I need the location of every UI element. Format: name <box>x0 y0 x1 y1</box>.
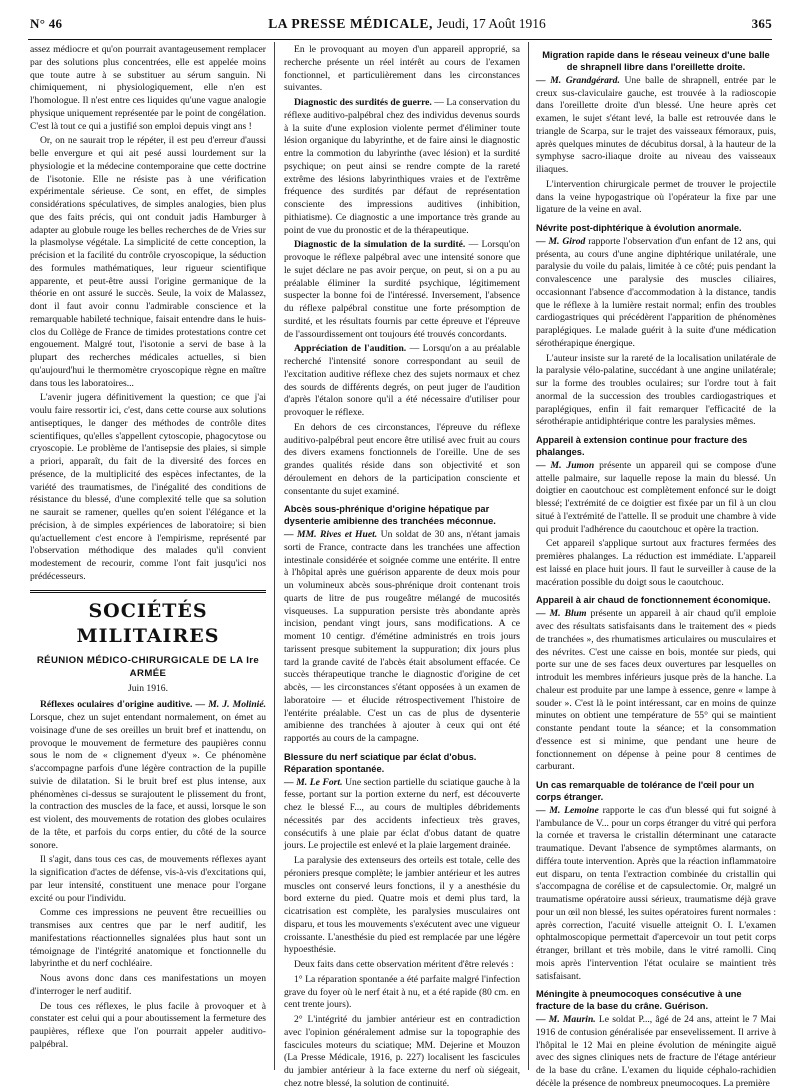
paragraph: Comme ces impressions ne peuvent être recueillies ou transmises aux centres que par le nerf auditif, les manifestations réactionnelles signalées plus haut sont un témoignage de l'intégrité anatomique et fonctionnelle du labyrinthe et du nerf cochléaire. <box>30 907 266 970</box>
article-title: Abcès sous-phrénique d'origine hépatique par dysenterie amibienne des tranchées méconnue. <box>284 504 496 527</box>
paragraph: 1° La réparation spontanée a été parfaite malgré l'infection grave du foyer où le nerf était à nu, et a été rapide (80 cm. en cent trente jours). <box>284 973 520 1011</box>
article-body: Un soldat de 30 ans, n'étant jamais sorti de France, contracte dans les tranchées une affection intestinale considérée et soignée comme une entérite. Il entre à l'hôpital après une guérison apparente de deux mois pour un volumineux abcès sous-phrénique droit contenant trois quarts de litre de pus rougeâtre mélangé de mucosités visqueuses. La suppuration persiste très abondante après incision, pendant vingt jours, sans modifications. A ce moment 10 centigr. d'émétine administrés en trois jours tarissent presque subitement la suppuration; dix jours plus tard la grande cavité de l'abcès était absolument effacée. Ce succès thérapeutique tranche le diagnostic d'origine de cet abcès, — les circonstances s'étant opposées à un examen de laboratoire — et élucide rétrospectivement l'histoire de l'entérite préalable. C'est un cas de plus de dysenterie amibienne des tranchées à ajouter à ceux qui ont été rapportés au cours de la campagne. <box>284 529 520 745</box>
column-1 <box>30 44 266 1070</box>
article-title: Appareil à extension continue pour fracture des phalanges. <box>536 435 748 458</box>
article-author: — M. Jumon <box>536 459 595 471</box>
article-body: présente un appareil à air chaud qu'il emploie avec des résultats satisfaisants dans le traitement des « pieds de tranchées », des rhumatismes articulaires ou musculaires et des névrites. C'est une caisse en bois, montée sur pieds, qui porte sur une de ses faces deux ouvertures par lesquelles on introduit les membres inférieurs jusque près de la hanche. La chaleur est produite par une lampe à essence, genre « lampe à souder ». C'est là le point intéressant, car en moins de quinze minutes on obtient une température de 55° qui se maintient constante pendant toute la séance; et la consommation d'essence est si minime, que pendant une heure de fonctionnement on dépense à peine pour 8 centimes de carburant. <box>536 608 776 773</box>
article-author: — M. Grandgérard. <box>536 74 620 86</box>
issue-number: N° 46 <box>30 16 63 31</box>
paragraph: L'avenir jugera définitivement la question; ce que j'ai voulu faire ressortir ici, c'est, dans cette course aux solutions antiseptiques, le danger des méthodes de contrôle dites scientifiques, qu'elles s'appellent cytoscopie, phagocytose ou cryoscopie. Le problème de l'antisepsie des plaies, si simple a priori, apparaît, du fait de la diversité des forces en présence, de la multiplicité des espèces infectantes, de la variété des traumatismes, de l'inégalité des conditions de résistance du blessé, d'une complexité telle que sa solution ne saurait se ramener, quelles qu'en soient l'élégance et la précision, à de simples expériences de laboratoire; si bien qu'actuellement c'est encore à l'empirisme, représenté par l'observation méthodique des malades qu'il convient modestement de recourir, comme l'ont fait jusqu'ici nos prédécesseurs. <box>30 392 266 582</box>
article-title: Méningite à pneumocoques consécutive à une fracture de la base du crâne. Guérison. <box>536 989 742 1012</box>
article-body: — Lorsqu'on a au préalable recherché l'intensité sonore correspondant au seuil de l'excitation auditive réflexe chez des sujets normaux et chez des sourds de différents degrés, on peut juger de l'audition d'après l'étalon sonore qu'il a été nécessaire d'utiliser pour provoquer le réflexe. <box>284 343 521 418</box>
column-3 <box>536 44 776 1089</box>
article-author: — M. Maurin. <box>536 1014 596 1026</box>
article-title: Névrite post-diphtérique à évolution anormale. <box>536 223 742 234</box>
article-title: Diagnostic de la simulation de la surdité. <box>294 239 466 251</box>
paragraph: En dehors de ces circonstances, l'épreuve du réflexe auditivo-palpébral peut encore être utilisé avec fruit au cours des divers examens fonctionnels de l'oreille. Une de ses grandes qualités réside dans son objectivité et son déroulement en dehors de la participation consciente et consentante du sujet examiné. <box>284 421 520 497</box>
header-rule <box>28 39 772 40</box>
issue-date: Jeudi, 17 Août 1916 <box>436 16 546 31</box>
article-body: Une section partielle du sciatique gauche à la fesse, portant sur la portion externe du nerf, est découverte chez le blessé F..., au cours de multiples débridements nécessités par des accidents infectieux très graves, consécutifs à une plaie par éclat d'obus datant de quatre jours. Le projectile est enlevé et la plaie largement drainée. <box>284 776 520 852</box>
article-body: Lorsque, chez un sujet entendant normalement, on émet au voisinage d'une de ses oreilles un bruit bref et inattendu, on provoque le mouvement de fermeture des paupières connu sous le nom de « clignement d'yeux ». Ce phénomène s'accompagne parfois d'une légère contraction de la pupille suivie de dilatation. Si le bruit bref est plus intense, aux phénomènes ci-dessus se surajoutent le plissement du front, la contraction des muscles de la face, et aussi, lorsque le son est violent, des mouvements de rotation des globes oculaires de la tête, et parfois du corps entier, du côté de la source sonore. <box>30 712 266 851</box>
article-author: — M. Le Fort. <box>284 776 343 788</box>
paragraph: L'intervention chirurgicale permet de trouver le projectile dans la veine hypogastrique où l'opérateur la fixe par une ligature de la veine en aval. <box>536 178 776 216</box>
paragraph: En le provoquant au moyen d'un appareil approprié, sa recherche présente un réel intérêt au cours de l'examen fonctionnel, et particulièrement dans les circonstances suivantes. <box>284 44 520 94</box>
page-number: 365 <box>751 16 772 31</box>
paragraph: assez médiocre et qu'on pourrait avantageusement remplacer par des solutions plus concentrées, elle est appelée moins que toute autre à se substituer au sérum sanguin. Ni chimiquement, ni physiologiquement, elle n'en est l'homologue. Il n'est entre ces liquides qu'une vague analogie physique uniquement représentée par le point de congélation. C'est là tout ce qui a justifié son emploi depuis vingt ans ! <box>30 44 266 132</box>
paragraph: Il s'agit, dans tous ces cas, de mouvements réflexes ayant la signification d'actes de défense, vis-à-vis d'excitations qui, par leur intensité, constituent une menace pour l'organe excité ou pour l'individu. <box>30 854 266 904</box>
article-body: Le soldat P..., âgé de 24 ans, atteint le 7 Mai 1916 de contusion généralisée par ensevelissement. Il arrive à l'hôpital le 12 Mai en pleine évolution de méningite aiguë avec des signes cliniques nets de fracture de l'étage antérieur de la base du crâne. L'examen du liquide céphalo-rachidien décèle la présence de nombreux pneumocoques. La première <box>536 1014 776 1089</box>
article-body: — Lorsqu'on provoque le réflexe palpébral avec une intensité sonore que le sujet déclare ne pas avoir perçue, on peut, si on a pu au préalable éliminer la surdité psychique, légitimement suspecter la bonne foi de l'intéressé. Inversement, l'absence du réflexe palpébral constitue une forte présomption de surdité, et les résultats fournis par cette épreuve et l'épreuve de l'assourdissement ont toujours été trouvés concordants. <box>284 239 520 340</box>
column-divider <box>274 42 275 1070</box>
journal-name: LA PRESSE MÉDICALE, <box>268 16 433 31</box>
article-author: — M. Lemoine <box>536 804 599 816</box>
paragraph: L'auteur insiste sur la rareté de la localisation unilatérale de la paralysie vélo-palatine, succédant à une angine unilatérale; sur la forme des troubles oculaires; sur l'ordre tout à fait anormal de la succession des troubles cardiogastriques et paraplégiques, enfin il fait remarquer l'efficacité de la sérothérapie antidiphtérique contre les paralysies mêmes. <box>536 352 776 428</box>
column-divider <box>528 42 529 1070</box>
article-body: présente un appareil qui se compose d'une attelle palmaire, sur laquelle repose la main du blessé. Un doigtier en caoutchouc est complètement enfoncé sur le doigt blessé; l'extrémité de ce doigtier est fixée par un fil à un clou situé à l'extrémité de l'attelle. Il se produit une chambre à vide qui produit l'adhérence du caoutchouc et opère la traction. <box>536 459 776 535</box>
paragraph: Deux faits dans cette observation méritent d'être relevés : <box>294 959 514 971</box>
article-title: Appréciation de l'audition. <box>294 343 407 355</box>
paragraph: Or, on ne saurait trop le répéter, il est peu d'erreur d'aussi belle envergure et qui ait pesé aussi lourdement sur la physiologie et la médecine contemporaine que cette doctrine de l'isotonie. Elle ne résiste pas à une vérification expérimentale sérieuse. Ce sont, en effet, de simples considérations spéculatives, de simples analogies, bien plus que des faits précis, qui ont conduit jadis Hamburger à adapter au globule rouge les belles recherches de de Vries sur la plasmolyse végétale. La simplicité de cette conception, la précision et la facilité du contrôle cryoscopique, la séduction des formules mathématiques, leur rigueur scientifique apparente, et peut-être aussi l'origine germanique de la théorie en ont assuré le succès. Seule, la voix de Malassez, dont il faut avoir connu l'admirable conscience et la remarquable habileté technique, faisait entendre dans le huis-clos du Collège de France de timides protestations contre cet engouement. Malgré tout, l'isotonie a servi de base à la plupart des recherches médicales actuelles, si bien qu'aujourd'hui le thermomètre cryoscopique règne en maître dans tous les laboratoires... <box>30 135 266 389</box>
section-title: SOCIÉTÉS MILITAIRES <box>76 599 220 647</box>
article-title: Réflexes oculaires d'origine auditive. <box>40 699 193 711</box>
article-body: Une balle de shrapnell, entrée par le creux sus-claviculaire gauche, est trouvée à la radioscopie dans l'oreillette droite d'un blessé. Une heure après cet examen, le sujet s'étant levé, la balle est retrouvée dans le triangle de Scarpa, sur le trajet des vaisseaux fémoraux, puis, après quelques minutes de décubitus dorsal, à la hauteur de la symphyse sacro-iliaque droite au niveau des vaisseaux iliaques. <box>536 74 776 176</box>
article-author: — M. J. Molinié. <box>195 699 266 711</box>
meeting-title: RÉUNION MÉDICO-CHIRURGICALE DE LA Ire ARMÉE <box>36 655 260 679</box>
paragraph: De tous ces réflexes, le plus facile à provoquer et à constater est celui qui a pour aboutissement la fermeture des paupières, réflexe que l'on pourrait appeler auditivo-palpébral. <box>30 1000 266 1050</box>
article-title: Blessure du nerf sciatique par éclat d'obus. Réparation spontanée. <box>284 751 477 774</box>
section-rule <box>30 590 266 593</box>
paragraph: La paralysie des extenseurs des orteils est totale, celle des péroniers presque complète; le jambier antérieur et les autres muscles ont conservé leurs fonctions, il y a anesthésie du bord externe du pied. Quatre mois et demi plus tard, la cicatrisation est complète, les paralysies musculaires ont disparu, et tous les mouvements s'exécutent avec une vigueur croissante. L'anesthésie du pied est remplacée par une légère hypoesthésie. <box>284 855 520 956</box>
paragraph: 2° L'intégrité du jambier antérieur est en contradiction avec l'opinion généralement admise sur la topographie des fascicules moteurs du sciatique; MM. Dejerine et Mouzon (La Presse Médicale, 1916, p. 227) localisent les fascicules du jambier antérieur à la face externe du nerf où siégeait, chez notre blessé, la solution de continuité. <box>284 1014 520 1089</box>
paragraph: Nous avons donc dans ces manifestations un moyen d'interroger le nerf auditif. <box>30 973 266 997</box>
article-body: rapporte le cas d'un blessé qui fut soigné à l'ambulance de V... pour un corps étranger du vitré qui perfora la cornée et traversa le cristallin déterminant une cataracte traumatique. Devant l'absence de symptômes alarmants, on différa toute intervention. Après que la réaction inflammatoire eut disparu, on tenta l'extraction combinée du cristallin qui s'accompagna de corélise et de capsulectomie. Or, malgré un traumatisme opératoire aussi sérieux, traumatisme déjà grave pour un œil non blessé, les suites opératoires furent normales : après correction, l'acuité visuelle atteignit O. I. L'examen ophtalmoscopique permettait d'apercevoir un tout petit corps étranger, brillant et très mobile, dans le vitré ramolli. Cinq mois après l'intervention l'état oculaire se maintient très satisfaisant. <box>536 804 776 982</box>
page-header <box>30 16 772 36</box>
journal-title <box>268 16 546 32</box>
article-title: Appareil à air chaud de fonctionnement économique. <box>536 595 771 606</box>
article-author: — M. Blum <box>536 608 587 620</box>
meeting-date: Juin 1916. <box>128 682 168 694</box>
article-title: Migration rapide dans le réseau veineux d'une balle de shrapnell libre dans l'oreillette droite. <box>542 50 770 72</box>
article-body: rapporte l'observation d'un enfant de 12 ans, qui présenta, au cours d'une angine diphtérique unilatérale, une paralysie du voile du palais, limitée à ce côté; puis pendant la convalescence une paralysie des muscles ciliaires, occasionnant l'absence d'accommodation à la distance, tandis que le réflexe à la lumière restait normal; enfin des troubles cardiogastriques qui précédèrent l'apparition de phénomènes paraplégiques. Le malade guérit à la suite d'une médication sérothérapique énergique. <box>536 235 776 349</box>
article-author: — MM. Rives et Huet. <box>284 529 378 541</box>
article-title: Un cas remarquable de tolérance de l'œil pour un corps étranger. <box>536 780 755 802</box>
article-body: — La conservation du réflexe auditivo-palpébral chez des individus devenus sourds à la suite d'une explosion violente permet d'éliminer toute lésion organique du labyrinthe, et de faire ainsi le diagnostic entre la commotion du labyrinthe (avec lésion) et la surdité psychique; on peut ainsi se rendre compte de la rareté extrême des lésions labyrinthiques vraies et de l'extrême fréquence des surdités par défaut de représentation consciente des impressions auditives (inhibition, pithiatisme). Ce diagnostic a une importance très grande au point de vue du pronostic et de la thérapeutique. <box>284 97 520 236</box>
article-title: Diagnostic des surdités de guerre. <box>294 97 432 108</box>
column-2 <box>284 44 521 1089</box>
paragraph: Cet appareil s'applique surtout aux fractures fermées des premières phalanges. La réduction est immédiate. L'appareil est laissé en place huit jours. Il faut le surveiller à cause de la macération possible du doigt sous le caoutchouc. <box>536 538 776 588</box>
article-author: — M. Girod <box>536 235 586 247</box>
